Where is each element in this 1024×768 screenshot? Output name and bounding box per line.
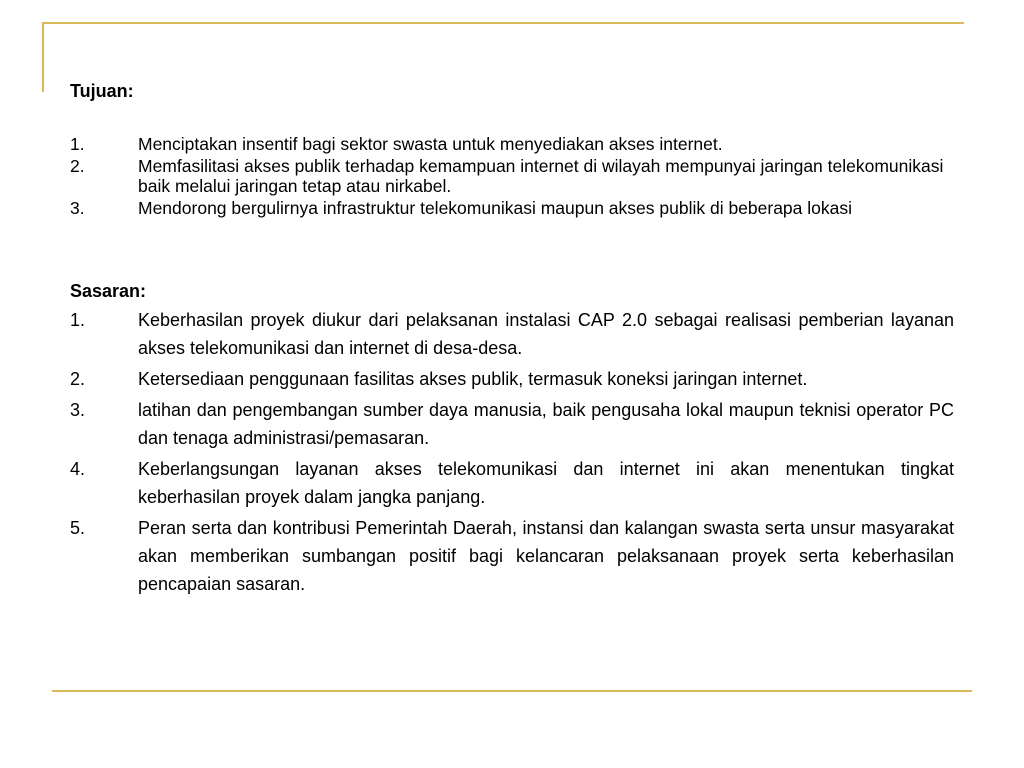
item-number: 2.	[70, 156, 85, 176]
frame-top-line	[42, 22, 964, 24]
tujuan-list	[70, 134, 954, 218]
item-text: Keberlangsungan layanan akses telekomunikasi dan internet ini akan menentukan tingkat keberhasilan proyek dalam jangka panjang.	[138, 459, 954, 507]
item-text: latihan dan pengembangan sumber daya manusia, baik pengusaha lokal maupun teknisi operator PC dan tenaga administrasi/pemasaran.	[138, 400, 954, 448]
list-item	[70, 306, 954, 362]
frame-bottom-line	[52, 690, 972, 692]
sasaran-heading: Sasaran:	[70, 281, 147, 301]
tujuan-heading: Tujuan:	[70, 81, 134, 101]
item-number: 3.	[70, 400, 86, 420]
list-item	[70, 134, 954, 154]
item-text: Ketersediaan penggunaan fasilitas akses publik, termasuk koneksi jaringan internet.	[138, 369, 808, 389]
item-text: Peran serta dan kontribusi Pemerintah Daerah, instansi dan kalangan swasta serta unsur masyarakat akan memberikan sumbangan positif bagi kelancaran pelaksanaan proyek serta keberhasilan pencapaian sasaran.	[138, 518, 954, 594]
item-text: Keberhasilan proyek diukur dari pelaksanan instalasi CAP 2.0 sebagai realisasi pemberian layanan akses telekomunikasi dan internet di desa-desa.	[138, 310, 954, 358]
frame-left-line	[42, 22, 44, 92]
item-text: Menciptakan insentif bagi sektor swasta untuk menyediakan akses internet.	[138, 134, 723, 154]
list-item	[70, 455, 954, 511]
list-item	[70, 396, 954, 452]
item-number: 1.	[70, 310, 86, 330]
sasaran-list	[70, 306, 954, 598]
list-item	[70, 365, 954, 393]
item-text: Memfasilitasi akses publik terhadap kemampuan internet di wilayah mempunyai jaringan telekomunikasi baik melalui jaringan tetap atau nirkabel.	[138, 156, 944, 196]
slide-content	[70, 80, 954, 601]
item-number: 3.	[70, 198, 85, 218]
list-item	[70, 198, 954, 218]
list-item	[70, 514, 954, 598]
item-number: 2.	[70, 369, 86, 389]
item-text: Mendorong bergulirnya infrastruktur telekomunikasi maupun akses publik di beberapa lokasi	[138, 198, 853, 218]
item-number: 5.	[70, 518, 86, 538]
item-number: 1.	[70, 134, 85, 154]
list-item	[70, 156, 954, 196]
item-number: 4.	[70, 459, 86, 479]
